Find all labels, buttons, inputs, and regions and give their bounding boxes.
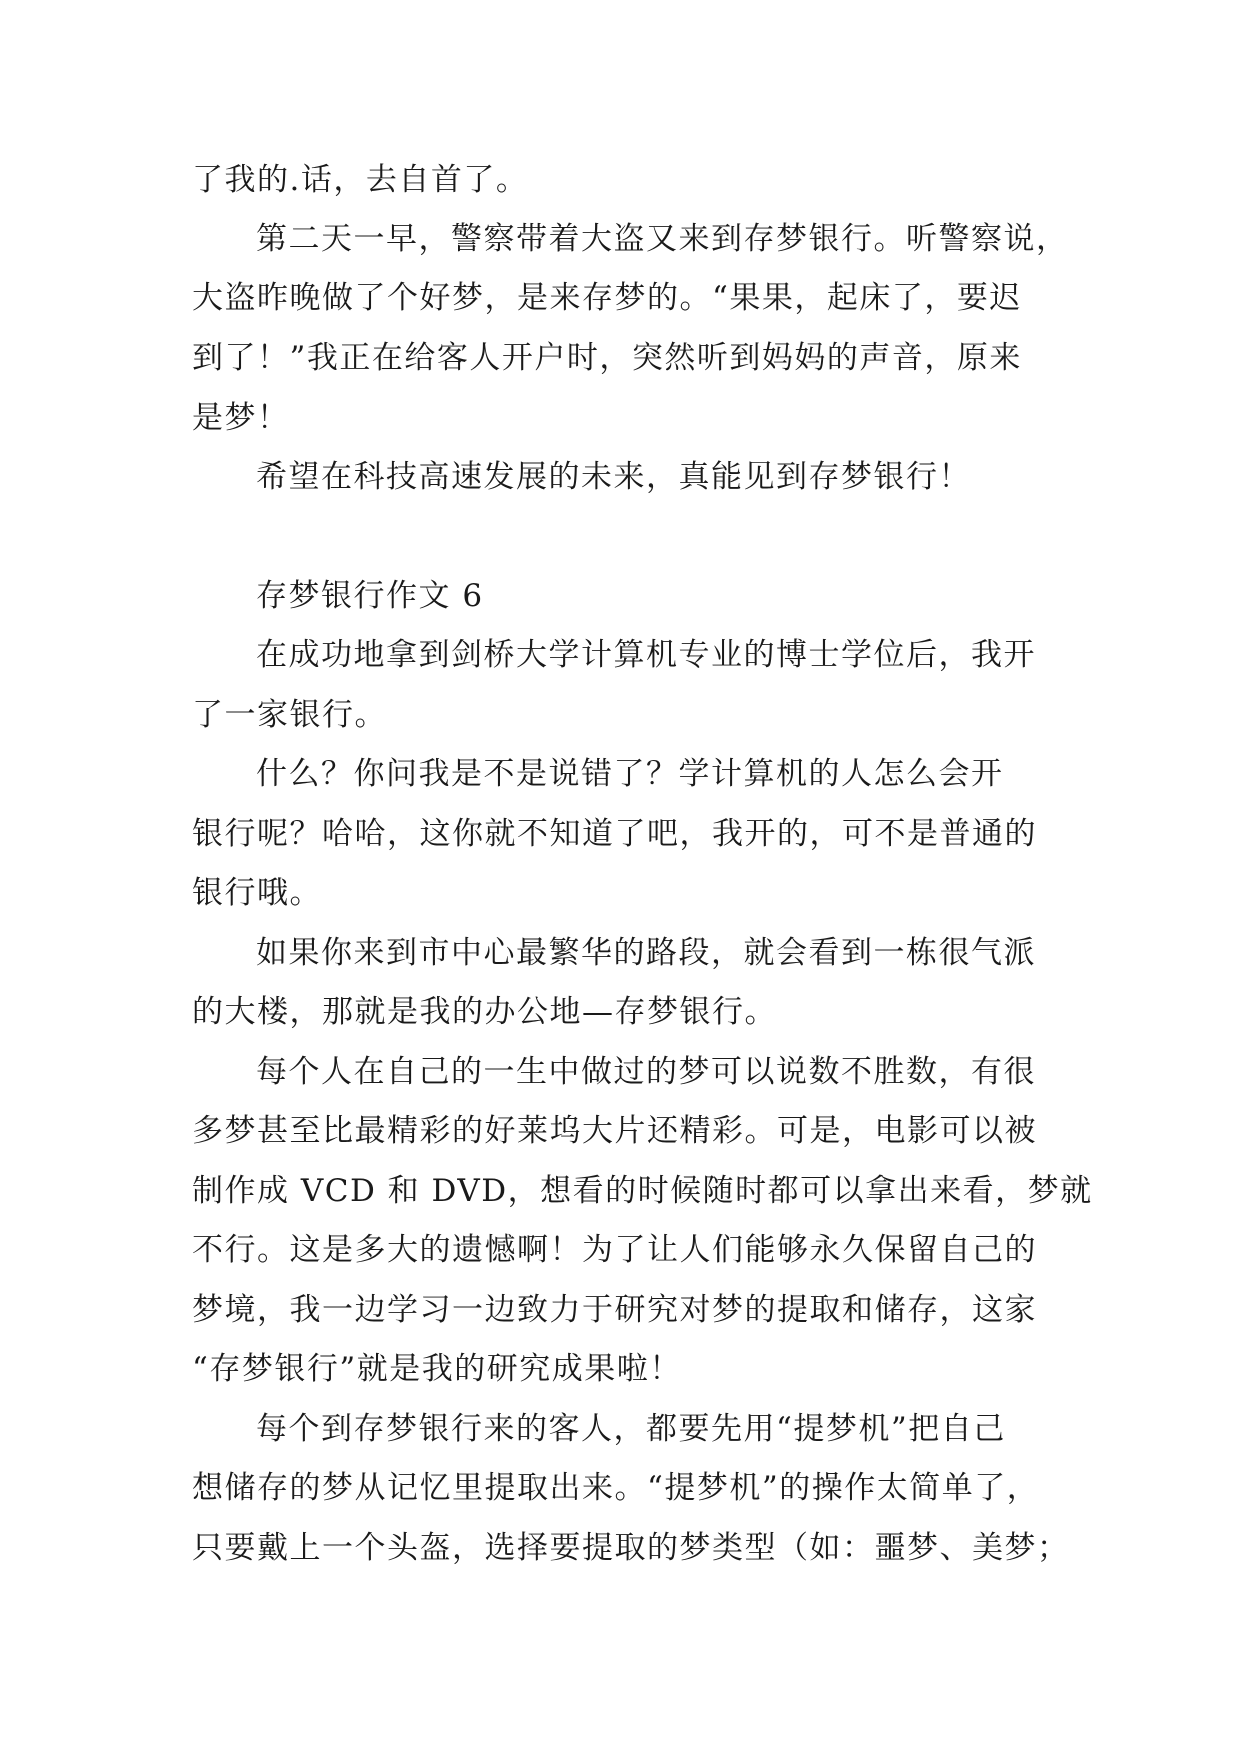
text-line: 制作成 VCD 和 DVD，想看的时候随时都可以拿出来看，梦就 xyxy=(192,1173,1093,1209)
text-line: 的大楼，那就是我的办公地—存梦银行。 xyxy=(192,994,777,1030)
text-line: 是梦！ xyxy=(192,400,290,436)
text-line: 了我的.话，去自首了。 xyxy=(192,162,529,198)
paragraph-first-line: 在成功地拿到剑桥大学计算机专业的博士学位后，我开 xyxy=(256,637,1036,673)
text-line: 只要戴上一个头盔，选择要提取的梦类型（如：噩梦、美梦； xyxy=(192,1530,1070,1566)
paragraph-first-line: 每个人在自己的一生中做过的梦可以说数不胜数，有很 xyxy=(256,1054,1036,1090)
paragraph-first-line: 每个到存梦银行来的客人，都要先用“提梦机”把自己 xyxy=(256,1411,1006,1447)
paragraph-first-line: 希望在科技高速发展的未来，真能见到存梦银行！ xyxy=(256,459,971,495)
text-line: 梦境，我一边学习一边致力于研究对梦的提取和储存，这家 xyxy=(192,1292,1037,1328)
text-line: 到了！”我正在给客人开户时，突然听到妈妈的声音，原来 xyxy=(192,340,1022,376)
text-line: 想储存的梦从记忆里提取出来。“提梦机”的操作太简单了， xyxy=(192,1470,1040,1506)
text-line: 大盗昨晚做了个好梦，是来存梦的。“果果，起床了，要迟 xyxy=(192,280,1022,316)
text-line: 多梦甚至比最精彩的好莱坞大片还精彩。可是，电影可以被 xyxy=(192,1113,1037,1149)
text-line: 了一家银行。 xyxy=(192,697,387,733)
paragraph-first-line: 第二天一早，警察带着大盗又来到存梦银行。听警察说， xyxy=(256,221,1069,257)
text-line: 银行呢？哈哈，这你就不知道了吧，我开的，可不是普通的 xyxy=(192,816,1037,852)
text-line: 银行哦。 xyxy=(192,875,322,911)
paragraph-first-line: 什么？你问我是不是说错了？学计算机的人怎么会开 xyxy=(256,756,1004,792)
text-line: “存梦银行”就是我的研究成果啦！ xyxy=(192,1351,682,1387)
text-line: 不行。这是多大的遗憾啊！为了让人们能够永久保留自己的 xyxy=(192,1232,1037,1268)
section-title: 存梦银行作文 6 xyxy=(256,578,484,614)
paragraph-first-line: 如果你来到市中心最繁华的路段，就会看到一栋很气派 xyxy=(256,935,1036,971)
